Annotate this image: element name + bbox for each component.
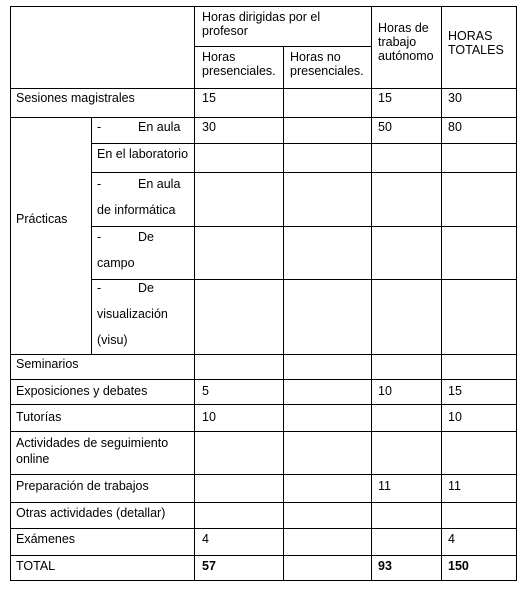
header-autonomo-line1: Horas de xyxy=(378,21,429,35)
row-line-12 xyxy=(10,431,517,432)
header-no-presenciales-line1: Horas no xyxy=(290,50,341,64)
row-exposiciones-label: Exposiciones y debates xyxy=(16,384,148,398)
row-line-2 xyxy=(10,117,517,118)
header-no-presenciales-line2: presenciales. xyxy=(290,64,364,78)
row-line-14 xyxy=(10,502,517,503)
row-aula-total: 80 xyxy=(448,120,462,134)
row-line-15 xyxy=(10,528,517,529)
table-border-right xyxy=(516,6,517,581)
row-campo-bullet: - xyxy=(97,230,102,244)
row-line-13 xyxy=(10,474,517,475)
row-campo-word: De xyxy=(138,230,154,244)
row-preparacion-total: 11 xyxy=(448,479,461,493)
row-seguimiento-label-line2: online xyxy=(16,452,50,466)
row-sesiones-autonomo: 15 xyxy=(378,91,392,105)
row-laboratorio-label: En el laboratorio xyxy=(97,147,189,161)
row-line-9 xyxy=(10,354,517,355)
row-line-11 xyxy=(10,404,517,405)
header-autonomo-line3: autónomo xyxy=(378,49,434,63)
header-divider xyxy=(194,46,372,47)
header-autonomo-line2: trabajo xyxy=(378,35,417,49)
sub-row-line-2 xyxy=(91,172,517,173)
row-preparacion-label: Preparación de trabajos xyxy=(16,479,149,493)
row-sesiones-total: 30 xyxy=(448,91,462,105)
row-visualizacion-line2: visualización xyxy=(97,307,168,321)
sub-row-line-4 xyxy=(91,279,517,280)
row-sesiones-label: Sesiones magistrales xyxy=(16,91,135,105)
row-total-autonomo: 93 xyxy=(378,559,392,573)
sub-row-line-1 xyxy=(91,143,517,144)
row-examenes-label: Exámenes xyxy=(16,532,76,546)
row-line-1 xyxy=(10,88,517,89)
col-divider-autonomo xyxy=(441,6,442,581)
row-examenes-presenciales: 4 xyxy=(202,532,209,546)
row-aula-autonomo: 50 xyxy=(378,120,392,134)
header-totales-line1: HORAS xyxy=(448,29,493,43)
row-visualizacion-bullet: - xyxy=(97,281,102,295)
row-campo-line2: campo xyxy=(97,256,135,270)
col-divider-practicas xyxy=(91,117,92,354)
col-divider-presenciales xyxy=(283,46,284,581)
sub-row-line-3 xyxy=(91,226,517,227)
row-line-10 xyxy=(10,379,517,380)
header-presenciales-line1: Horas xyxy=(202,50,236,64)
row-sesiones-presenciales: 15 xyxy=(202,91,216,105)
row-visualizacion-line3: (visu) xyxy=(97,333,128,347)
row-tutorias-total: 10 xyxy=(448,410,462,424)
row-tutorias-label: Tutorías xyxy=(16,410,62,424)
row-exposiciones-presenciales: 5 xyxy=(202,384,209,398)
col-divider-no-presenciales xyxy=(371,6,372,581)
row-seguimiento-label-line1: Actividades de seguimiento xyxy=(16,436,169,450)
row-informatica-line2: de informática xyxy=(97,203,176,217)
header-horas-dirigidas-line2: profesor xyxy=(202,24,248,38)
row-seminarios-label: Seminarios xyxy=(16,357,79,371)
header-totales-line2: TOTALES xyxy=(448,43,504,57)
row-exposiciones-autonomo: 10 xyxy=(378,384,392,398)
row-practicas-label: Prácticas xyxy=(16,212,68,226)
row-informatica-bullet: - xyxy=(97,177,102,191)
row-otras-label: Otras actividades (detallar) xyxy=(16,506,166,520)
row-aula-presenciales: 30 xyxy=(202,120,216,134)
row-total-presenciales: 57 xyxy=(202,559,216,573)
col-divider-label xyxy=(194,6,195,581)
row-aula-bullet: - xyxy=(97,120,102,134)
row-preparacion-autonomo: 11 xyxy=(378,479,391,493)
row-exposiciones-total: 15 xyxy=(448,384,462,398)
row-informatica-word: En aula xyxy=(138,177,181,191)
row-aula-label: En aula xyxy=(138,120,181,134)
table-border-left xyxy=(10,6,11,581)
row-visualizacion-word: De xyxy=(138,281,154,295)
row-line-16 xyxy=(10,555,517,556)
header-presenciales-line2: presenciales. xyxy=(202,64,276,78)
row-examenes-total: 4 xyxy=(448,532,455,546)
header-horas-dirigidas-line1: Horas dirigidas por el xyxy=(202,10,321,24)
row-tutorias-presenciales: 10 xyxy=(202,410,216,424)
row-total-total: 150 xyxy=(448,559,469,573)
row-total-label: TOTAL xyxy=(16,559,56,573)
